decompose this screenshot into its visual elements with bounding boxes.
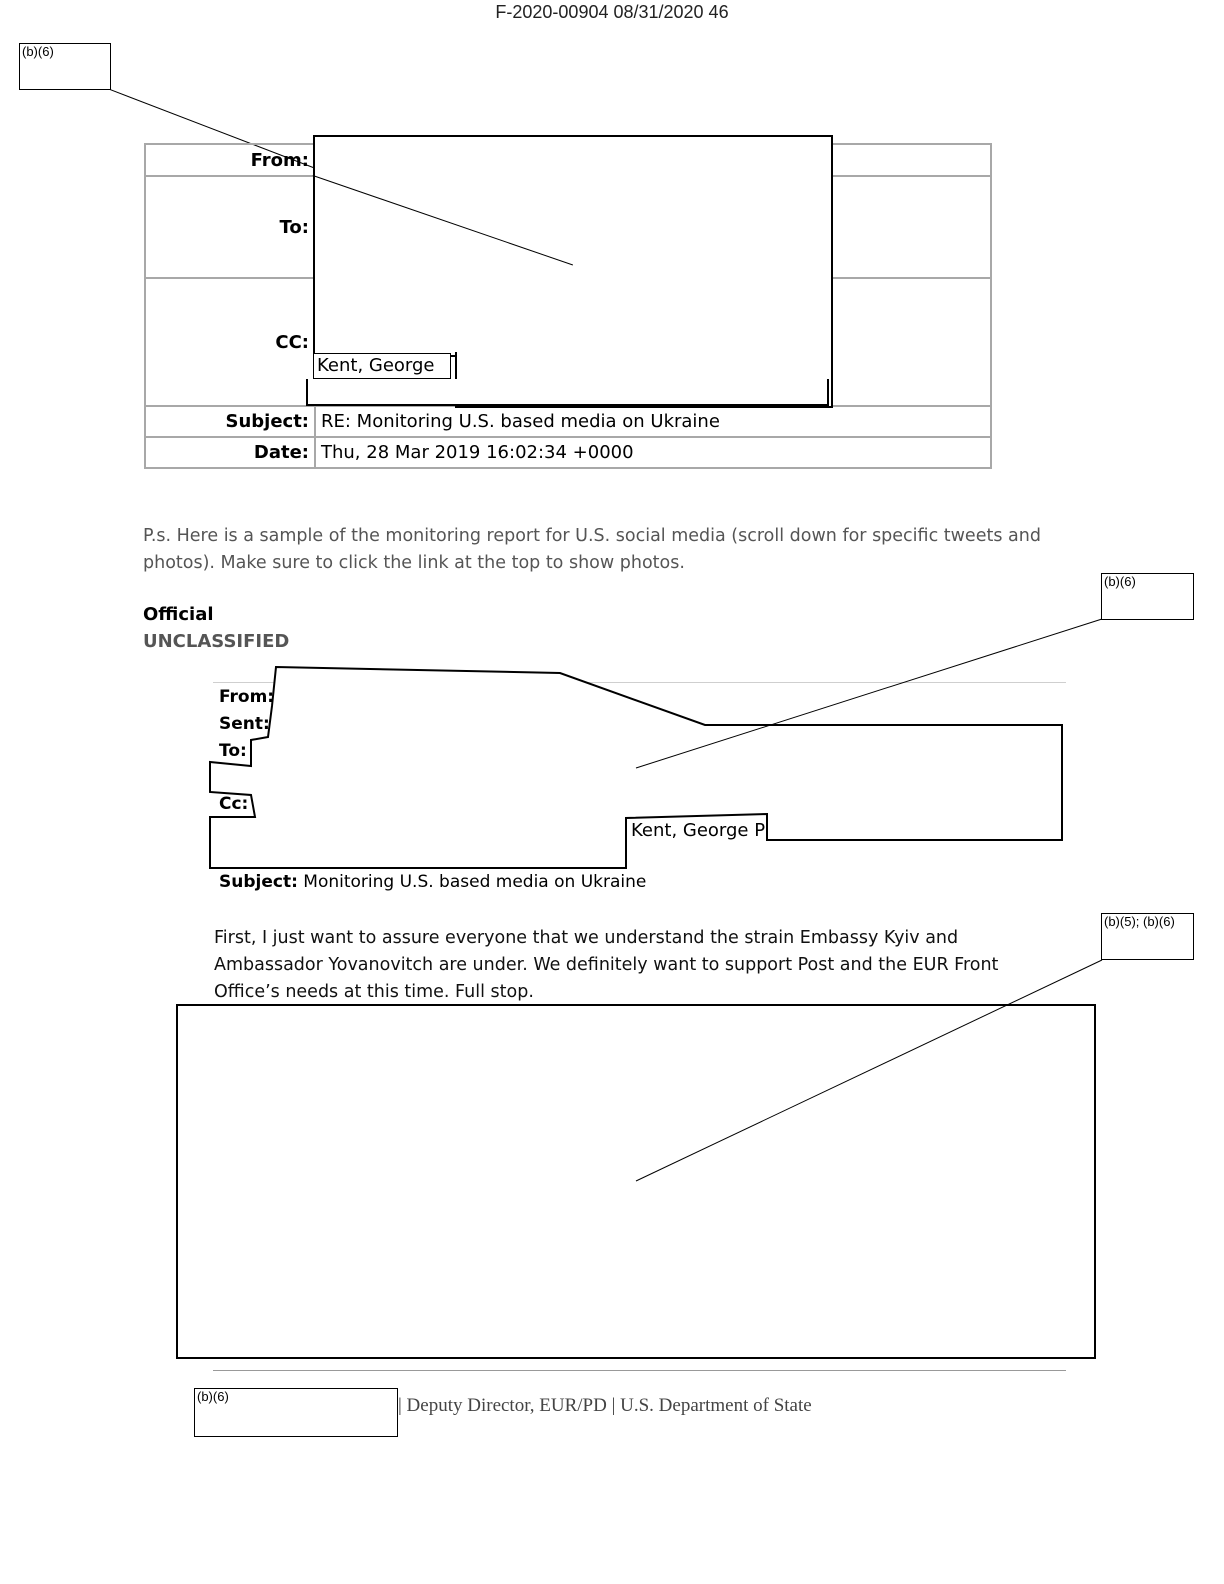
fwd-cc-label: Cc: [219,794,249,814]
redaction-leader-line [636,960,1102,1181]
from-label: From: [145,144,315,176]
exemption-code: (b)(6) [1104,574,1136,589]
fwd-subject-label: Subject: [219,872,298,892]
date-label: Date: [145,437,315,468]
fwd-subject-value: Monitoring U.S. based media on Ukraine [303,872,647,892]
signature-title: | Deputy Director, EUR/PD | U.S. Department of State [398,1395,812,1416]
ps-note: P.s. Here is a sample of the monitoring report for U.S. social media (scroll down for specific tweets and photos). Make sure to click the link at the top to show photos. [143,526,1041,573]
fwd-to-label: To: [219,741,247,761]
classification-official: Official [143,604,214,625]
signature-separator [213,1370,1066,1371]
subject-value: RE: Monitoring U.S. based media on Ukraine [315,406,991,437]
cc-visible-name: Kent, George [313,353,451,379]
fwd-sent-label: Sent: [219,714,270,734]
fwd-cc-visible-name: Kent, George P [631,820,766,841]
exemption-code: (b)(6) [22,44,54,59]
to-label: To: [145,176,315,278]
exemption-code: (b)(6) [197,1389,229,1404]
classification-marking: UNCLASSIFIED [143,631,290,652]
exemption-code-box [194,1388,398,1437]
document-id: F-2020-00904 08/31/2020 46 [495,2,729,22]
cc-label: CC: [145,278,315,406]
exemption-code: (b)(5); (b)(6) [1104,914,1175,929]
fwd-from-label: From: [219,687,275,707]
date-value: Thu, 28 Mar 2019 16:02:34 +0000 [315,437,991,468]
subject-label: Subject: [145,406,315,437]
body-paragraph: First, I just want to assure everyone that we understand the strain Embassy Kyiv and Ambassador Yovanovitch are under. We definitely want to support Post and the EUR Front Office’s needs at this time. Full stop. [214,928,999,1002]
